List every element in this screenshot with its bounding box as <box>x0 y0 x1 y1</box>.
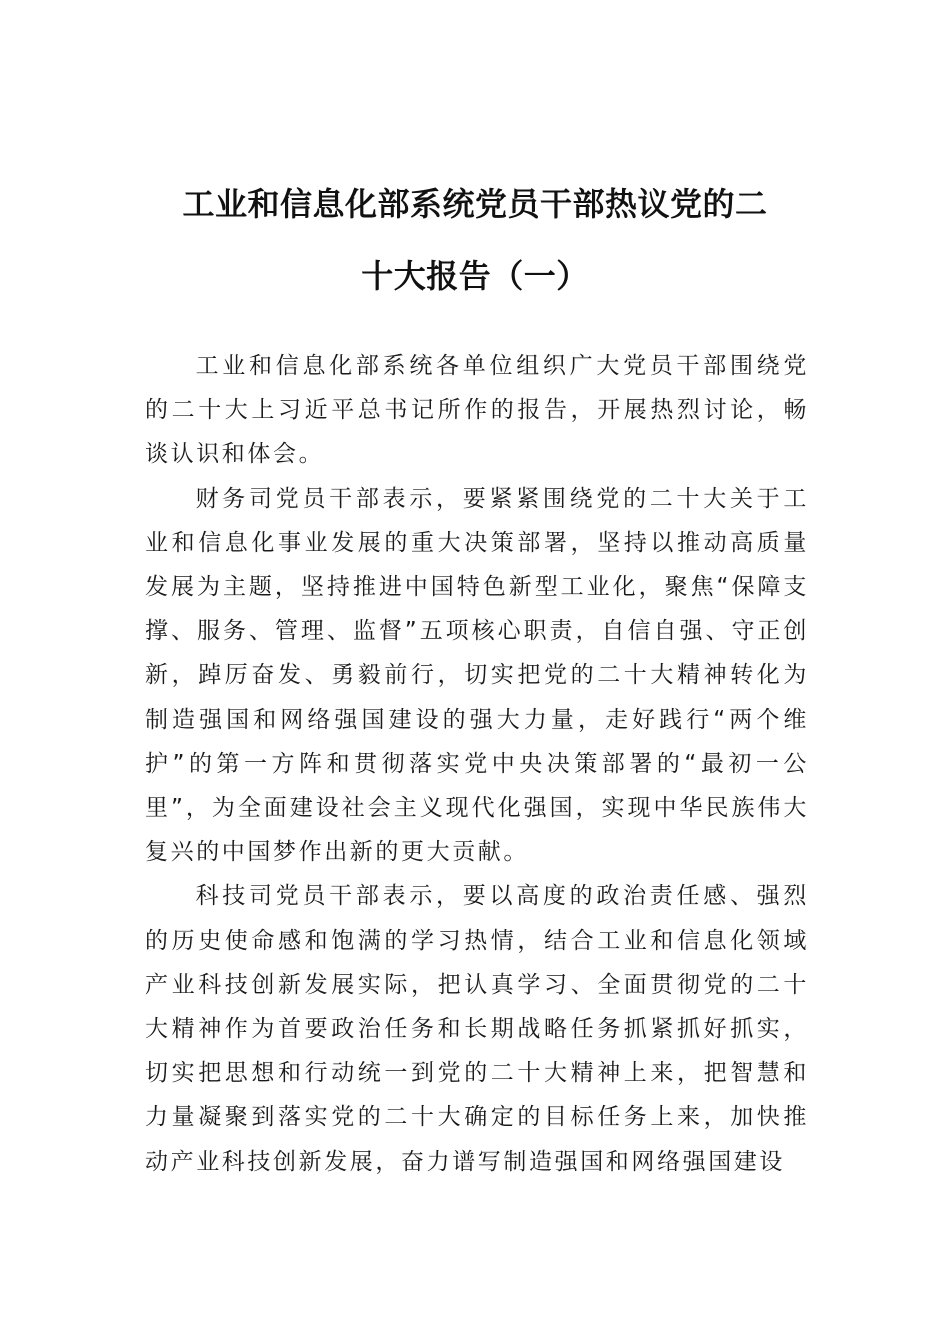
paragraph-finance-dept: 财务司党员干部表示，要紧紧围绕党的二十大关于工业和信息化事业发展的重大决策部署，坚持以推动高质量发展为主题，坚持推进中国特色新型工业化，聚焦“保障支撑、服务、管理、监督”五项核心职责，自信自强、守正创新，踔厉奋发、勇毅前行，切实把党的二十大精神转化为制造强国和网络强国建设的强大力量，走好践行“两个维护”的第一方阵和贯彻落实党中央决策部署的“最初一公里”，为全面建设社会主义现代化强国，实现中华民族伟大复兴的中国梦作出新的更大贡献。 <box>145 485 809 866</box>
paragraph-intro: 工业和信息化部系统各单位组织广大党员干部围绕党的二十大上习近平总书记所作的报告，开展热烈讨论，畅谈认识和体会。 <box>145 353 809 468</box>
document-body <box>145 344 809 1184</box>
title-line-2: 十大报告（一） <box>361 257 589 295</box>
document-title <box>145 168 805 312</box>
paragraph-science-tech-dept: 科技司党员干部表示，要以高度的政治责任感、强烈的历史使命感和饱满的学习热情，结合工业和信息化领域产业科技创新发展实际，把认真学习、全面贯彻党的二十大精神作为首要政治任务和长期战略任务抓紧抓好抓实，切实把思想和行动统一到党的二十大精神上来，把智慧和力量凝聚到落实党的二十大确定的目标任务上来，加快推动产业科技创新发展，奋力谱写制造强国和网络强国建设 <box>145 883 809 1175</box>
title-line-1: 工业和信息化部系统党员干部热议党的二 <box>182 185 768 223</box>
